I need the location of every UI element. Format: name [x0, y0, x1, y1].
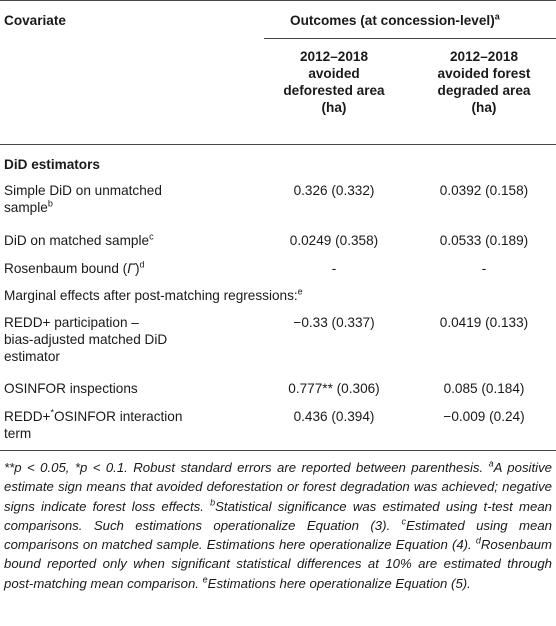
row-redd-v2: 0.0419 (0.133)	[439, 315, 529, 330]
row-rosenbaum-v1: -	[331, 261, 337, 276]
footnote-e: Estimations here operationalize Equation (5).	[207, 575, 471, 591]
row-rosenbaum-v2: -	[481, 261, 487, 276]
row-osinfor-v2: 0.085 (0.184)	[443, 381, 525, 396]
covariate-header: Covariate	[4, 13, 66, 28]
row-interaction-v1: 0.436 (0.394)	[293, 409, 375, 424]
footnotes: **p < 0.05, *p < 0.1. Robust standard errors are reported between parenthesis. $^a$A positive estimate sign means that avoided deforestation or forest degradation was achieved; negative signs indicate forest loss effects. $^b$Statistical significance was estimated using t-test mean comparisons. Such estimations operationalize Equation (3). $^c$Estimated using mean comparisons on matched sample. Estimations here operationalize Equation (4). $^d$Rosenbaum bound reported only when significant statistical differences at 10% are estimated through post-matching mean comparison. $^e$Estimations here operationalize Equation (5).	[4, 458, 553, 591]
footnote-b: Statistical significance was estimated using t-test mean comparisons. Such estimations operationalize Equation (3).	[4, 498, 553, 533]
footnote-d: Rosenbaum bound reported only when significant statistical differences at 10% are estimated through post-matching mean comparison.	[4, 537, 552, 591]
section-did: DiD estimators	[4, 157, 100, 172]
col1-header: 2012–2018 avoided deforested area (ha)	[283, 49, 385, 115]
row-simple-did-label: Simple DiD on unmatched sample$^b$	[4, 183, 162, 215]
row-osinfor-v1: 0.777** (0.306)	[288, 381, 380, 396]
col2-header: 2012–2018 avoided forest degraded area (ha)	[437, 49, 531, 115]
row-interaction-label: REDD+*OSINFOR interaction term	[4, 407, 183, 441]
bottom-rule	[0, 450, 556, 451]
row-matched-did-label: DiD on matched sample$^c$	[4, 231, 154, 248]
footnote-a: A positive estimate sign means that avoided deforestation or forest degradation was achieved; negative signs indicate forest loss effects.	[4, 460, 553, 514]
row-simple-did-v1: 0.326 (0.332)	[293, 183, 375, 198]
row-matched-did-v2: 0.0533 (0.189)	[439, 233, 529, 248]
row-osinfor-label: OSINFOR inspections	[4, 381, 138, 396]
row-redd-label: REDD+ participation – bias-adjusted matched DiD estimator	[4, 315, 168, 364]
footnote-sig: **p < 0.05, *p < 0.1. Robust standard errors are reported between parenthesis.	[4, 460, 484, 475]
footnote-c: Estimated using mean comparisons on matched sample. Estimations here operationalize Equation (4).	[4, 517, 552, 553]
row-rosenbaum-label: Rosenbaum bound $(\Gamma)^d$	[4, 259, 145, 276]
outcomes-rule	[264, 38, 556, 39]
header-rule	[0, 144, 556, 145]
top-rule	[0, 0, 556, 1]
row-simple-did-v2: 0.0392 (0.158)	[439, 183, 529, 198]
row-redd-v1: −0.33 (0.337)	[293, 315, 375, 330]
section-marginal: Marginal effects after post-matching regressions:$^e$	[4, 286, 303, 303]
row-matched-did-v1: 0.0249 (0.358)	[289, 233, 379, 248]
outcomes-header: Outcomes (at concession-level)$^a$	[290, 11, 500, 28]
row-interaction-v2: −0.009 (0.24)	[443, 409, 525, 424]
